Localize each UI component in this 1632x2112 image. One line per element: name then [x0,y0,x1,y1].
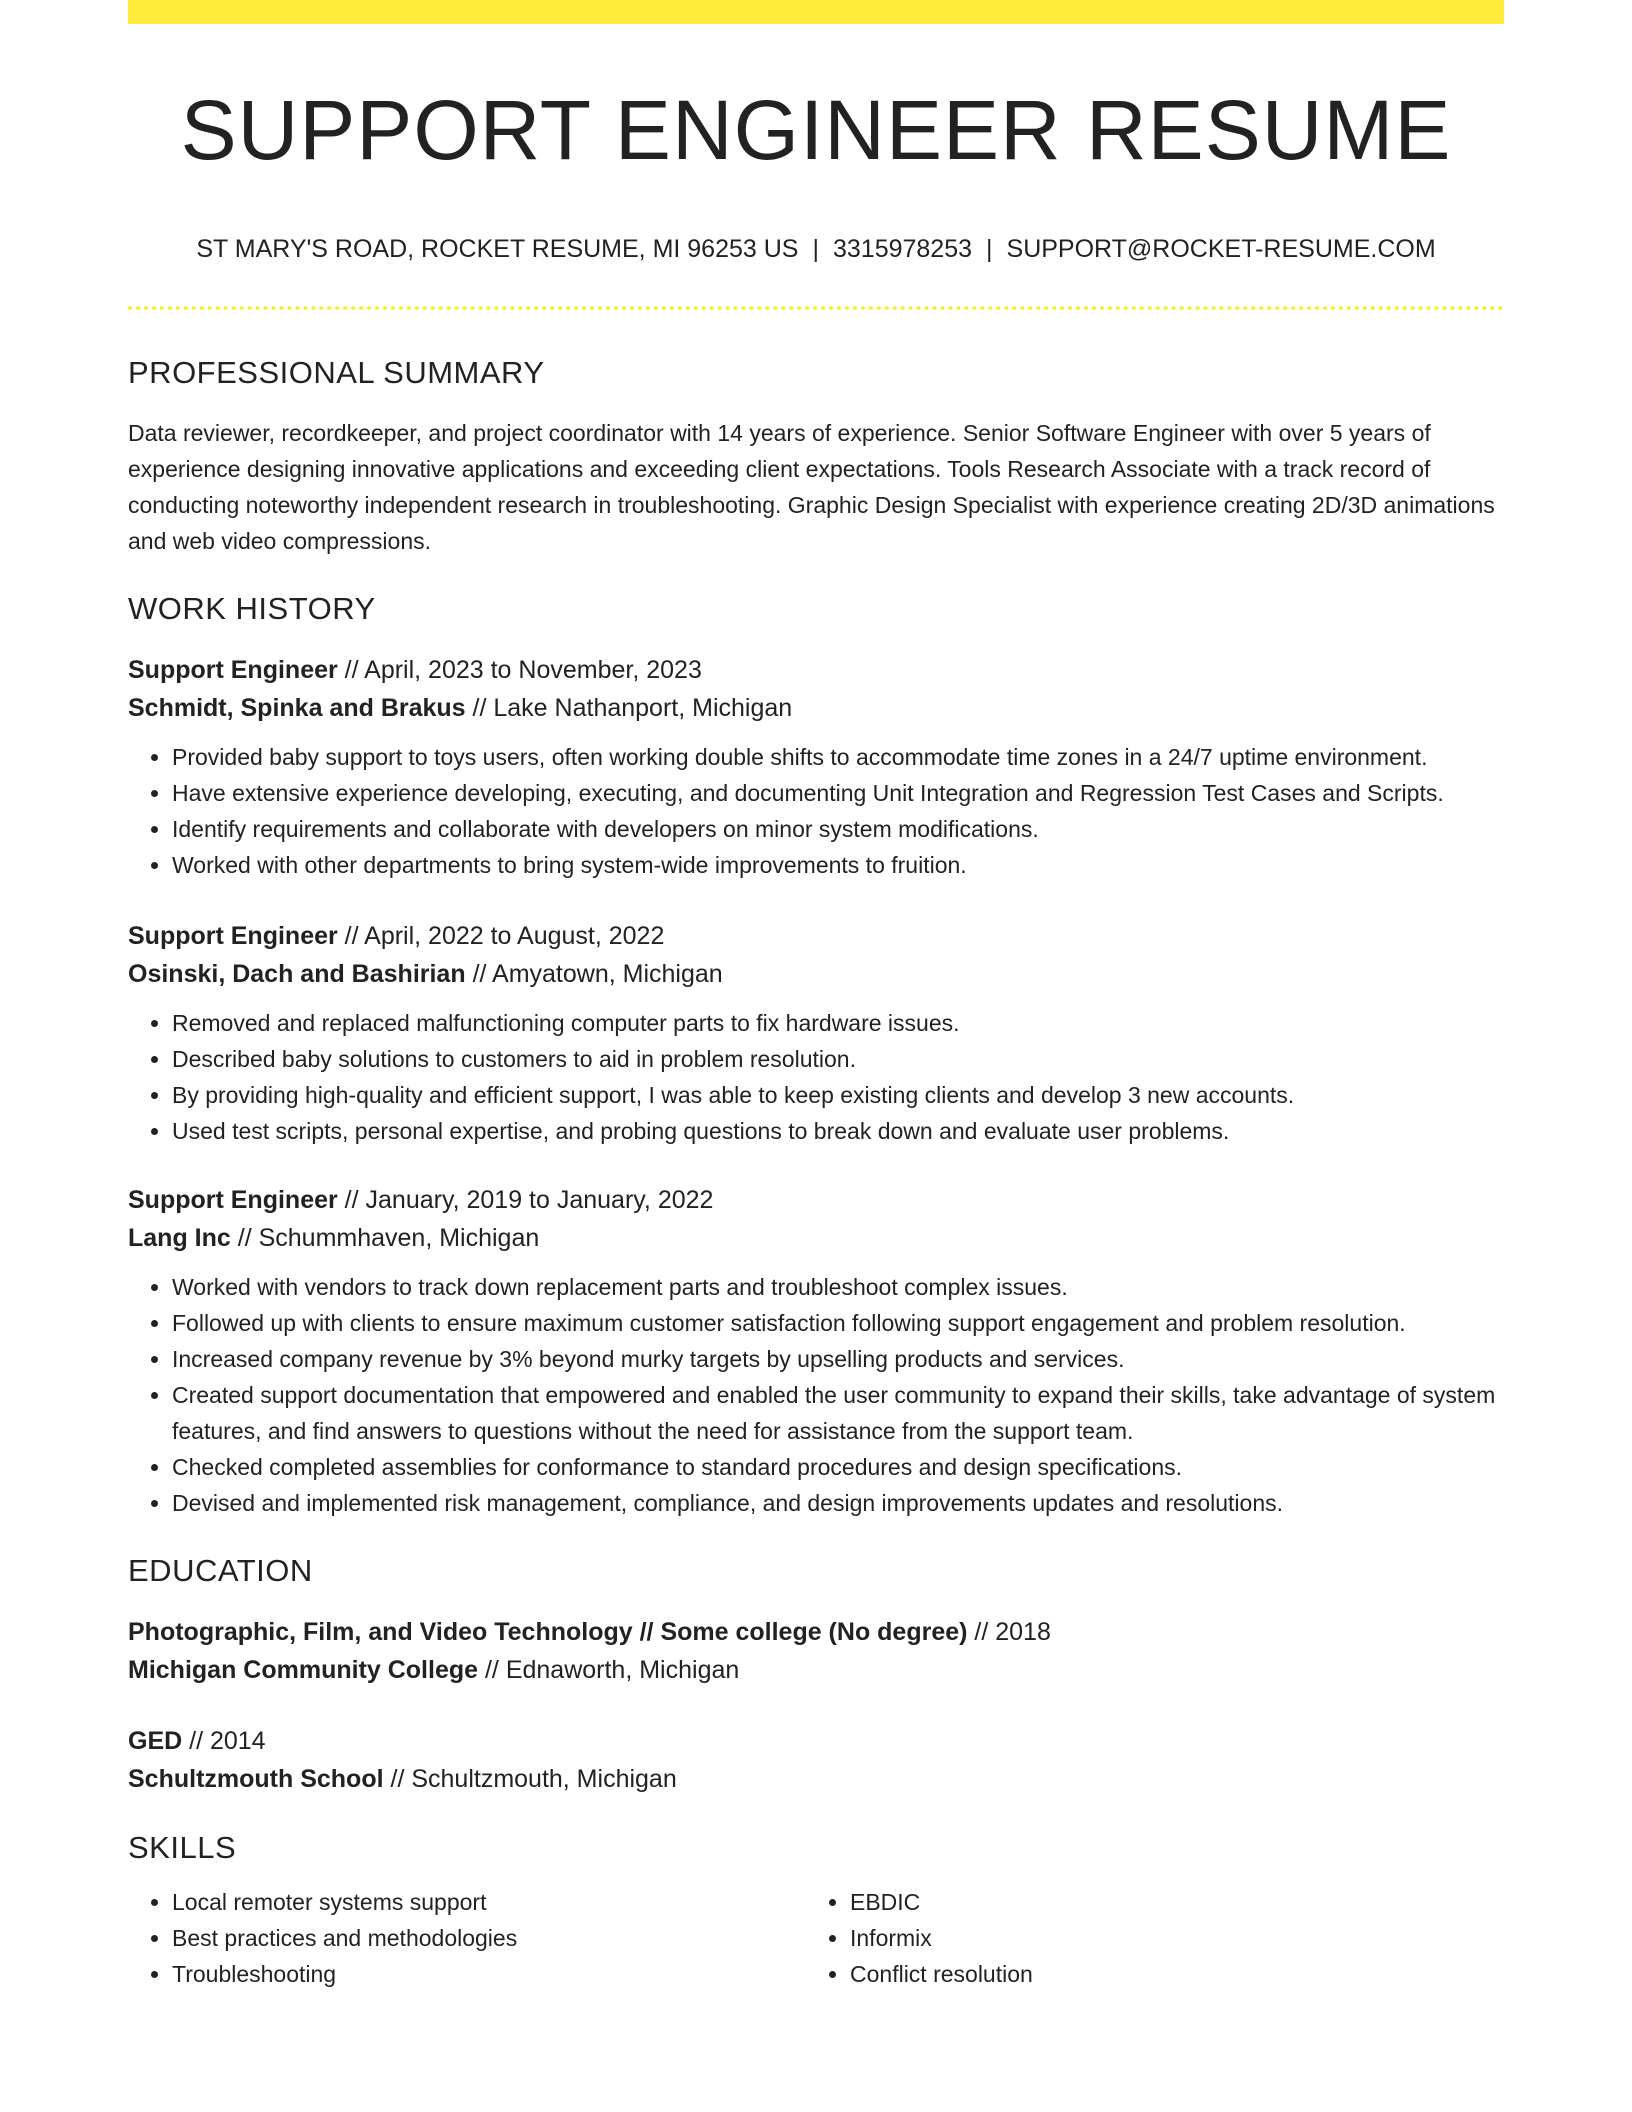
job-location: // Schummhaven, Michigan [230,1224,540,1252]
skills-heading: SKILLS [128,1830,237,1865]
summary-heading: PROFESSIONAL SUMMARY [128,355,545,390]
work-history-heading: WORK HISTORY [128,591,376,626]
job-dates: // April, 2023 to November, 2023 [337,656,702,684]
job-entry [128,1181,1504,1521]
education-entry [128,1722,1504,1798]
school-name: Schultzmouth School [128,1765,384,1793]
school-line [128,1651,1504,1689]
job-company-line [128,1219,1504,1257]
list-item: • Described baby solutions to customers to aid in problem resolution. [172,1041,1504,1077]
degree-year: // 2014 [182,1727,266,1755]
skills-list [128,1884,1504,1992]
job-title: Support Engineer [128,922,338,950]
education-heading: EDUCATION [128,1553,313,1588]
list-item: • Increased company revenue by 3% beyond murky targets by upselling products and services. [172,1341,1504,1377]
list-item: • Local remoter systems support [172,1884,806,1920]
contact-phone: 3315978253 [832,235,973,263]
job-bullets [128,739,1504,883]
list-item: • Followed up with clients to ensure maximum customer satisfaction following support engagement and problem resolution. [172,1305,1504,1341]
job-company: Schmidt, Spinka and Brakus [128,694,466,722]
list-item: • Troubleshooting [172,1956,806,1992]
school-location: // Schultzmouth, Michigan [383,1765,677,1793]
contact-address: ST MARY'S ROAD, ROCKET RESUME, MI 96253 US [196,235,799,263]
contact-email: SUPPORT@ROCKET-RESUME.COM [1006,235,1436,263]
list-item: • Worked with vendors to track down replacement parts and troubleshoot complex issues. [172,1269,1504,1305]
job-entry [128,651,1504,883]
list-item: • Removed and replaced malfunctioning computer parts to fix hardware issues. [172,1005,1504,1041]
job-dates: // April, 2022 to August, 2022 [337,922,665,950]
school-name: Michigan Community College [128,1656,479,1684]
contact-line [128,232,1504,266]
education-entry [128,1613,1504,1689]
degree-line [128,1722,1504,1760]
job-bullets [128,1269,1504,1521]
job-company-line [128,955,1504,993]
school-location: // Ednaworth, Michigan [478,1656,740,1684]
list-item: • Provided baby support to toys users, often working double shifts to accommodate time zones in a 24/7 uptime environment. [172,739,1504,775]
skills-column-right [806,1884,1484,1992]
job-company: Osinski, Dach and Bashirian [128,960,466,988]
list-item: • Used test scripts, personal expertise, and probing questions to break down and evaluate user problems. [172,1113,1504,1149]
list-item: • Best practices and methodologies [172,1920,806,1956]
job-title: Support Engineer [128,656,338,684]
job-title-line [128,651,1504,689]
dotted-divider [128,306,1504,310]
job-company-line [128,689,1504,727]
contact-separator: | [986,235,993,263]
job-company: Lang Inc [128,1224,231,1252]
list-item: • Identify requirements and collaborate with developers on minor system modifications. [172,811,1504,847]
degree-line [128,1613,1504,1651]
degree-year: // 2018 [967,1618,1051,1646]
resume-page [128,0,1504,1992]
list-item: • Devised and implemented risk management, compliance, and design improvements updates and resolutions. [172,1485,1504,1521]
job-location: // Lake Nathanport, Michigan [465,694,793,722]
list-item: • Worked with other departments to bring system-wide improvements to fruition. [172,847,1504,883]
list-item: • Created support documentation that empowered and enabled the user community to expand their skills, take advantage of system features, and find answers to questions without the need for assistance from the support team. [172,1377,1504,1449]
list-item: • Checked completed assemblies for conformance to standard procedures and design specifications. [172,1449,1504,1485]
list-item: • Conflict resolution [850,1956,1484,1992]
skills-column-left [128,1884,806,1992]
job-title-line [128,1181,1504,1219]
list-item: • Informix [850,1920,1484,1956]
degree-name: GED [128,1727,183,1755]
job-entry [128,917,1504,1149]
contact-separator: | [812,235,819,263]
job-bullets [128,1005,1504,1149]
resume-title: SUPPORT ENGINEER RESUME [180,83,1452,177]
list-item: • By providing high-quality and efficient support, I was able to keep existing clients and develop 3 new accounts. [172,1077,1504,1113]
accent-bar [128,0,1504,24]
job-title-line [128,917,1504,955]
summary-text: Data reviewer, recordkeeper, and project coordinator with 14 years of experience. Senior Software Engineer with over 5 years of experience designing innovative applications and exceeding client expectations. Tools Research Associate with a track record of conducting noteworthy independent research in troubleshooting. Graphic Design Specialist with experience creating 2D/3D animations and web video compressions. [128,420,1495,554]
job-title: Support Engineer [128,1186,338,1214]
list-item: • EBDIC [850,1884,1484,1920]
job-dates: // January, 2019 to January, 2022 [337,1186,714,1214]
school-line [128,1760,1504,1798]
degree-name: Photographic, Film, and Video Technology // Some college (No degree) [128,1618,968,1646]
list-item: • Have extensive experience developing, executing, and documenting Unit Integration and Regression Test Cases and Scripts. [172,775,1504,811]
job-location: // Amyatown, Michigan [465,960,723,988]
